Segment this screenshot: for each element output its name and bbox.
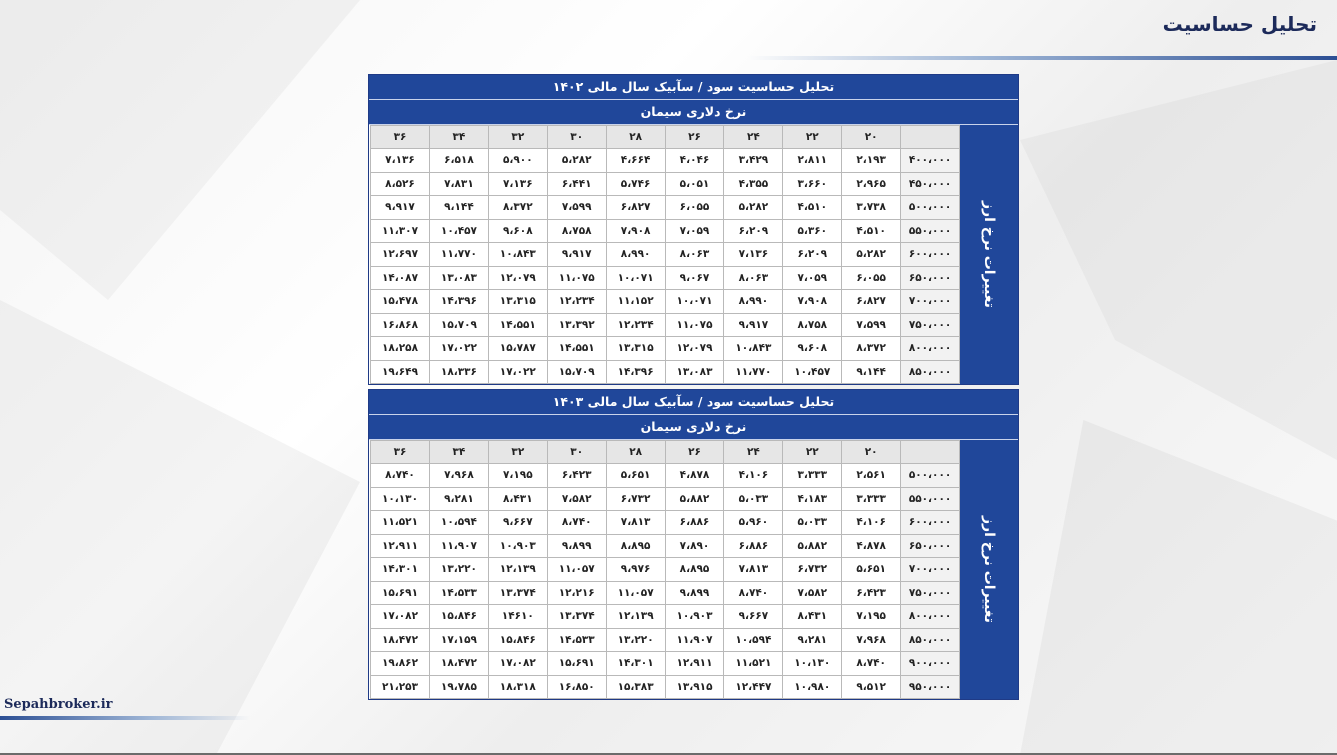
row-header: ۵۰۰،۰۰۰ (901, 464, 960, 488)
table-cell: ۱۱،۰۷۵ (547, 266, 606, 290)
row-header: ۶۵۰،۰۰۰ (901, 534, 960, 558)
table-cell: ۴،۵۱۰ (842, 219, 901, 243)
row-header: ۵۰۰،۰۰۰ (901, 196, 960, 220)
table-cell: ۶،۸۲۷ (606, 196, 665, 220)
table-cell: ۲،۱۹۳ (842, 149, 901, 173)
table-cell: ۱۴،۵۵۱ (488, 313, 547, 337)
table-cell: ۱۵،۸۴۶ (429, 605, 488, 629)
row-header: ۴۵۰،۰۰۰ (901, 172, 960, 196)
brand-link[interactable]: Sepahbroker.ir (4, 697, 113, 712)
table-cell: ۴،۱۰۶ (724, 464, 783, 488)
table-cell: ۱۱،۰۵۷ (606, 581, 665, 605)
table-cell: ۱۵،۴۷۸ (371, 290, 430, 314)
row-header: ۷۰۰،۰۰۰ (901, 290, 960, 314)
row-header: ۵۵۰،۰۰۰ (901, 219, 960, 243)
table-cell: ۶،۵۱۸ (429, 149, 488, 173)
table-cell: ۱۷،۰۲۲ (488, 360, 547, 384)
column-header-row (371, 126, 960, 149)
table-row (371, 581, 960, 605)
table-cell: ۱۳،۳۱۵ (606, 337, 665, 361)
table-row (371, 511, 960, 535)
background-facet (1020, 420, 1337, 755)
table-cell: ۱۵،۷۸۷ (488, 337, 547, 361)
table-cell: ۱۳،۳۷۴ (547, 605, 606, 629)
table-cell: ۸،۷۵۸ (547, 219, 606, 243)
table-cell: ۷،۱۳۶ (724, 243, 783, 267)
column-header: ۲۴ (724, 441, 783, 464)
table-cell: ۹،۲۸۱ (783, 628, 842, 652)
table-cell: ۵،۸۸۲ (783, 534, 842, 558)
table-cell: ۱۲،۱۳۹ (488, 558, 547, 582)
side-label: تغییرات نرخ ارز (960, 125, 1018, 384)
table-cell: ۱۷،۰۸۲ (371, 605, 430, 629)
table-cell: ۱۰،۹۰۳ (665, 605, 724, 629)
table-cell: ۵،۹۰۰ (488, 149, 547, 173)
table-cell: ۸،۳۷۲ (488, 196, 547, 220)
table-cell: ۱۴،۵۵۱ (547, 337, 606, 361)
row-header: ۹۵۰،۰۰۰ (901, 675, 960, 699)
table-cell: ۱۱،۱۵۲ (606, 290, 665, 314)
table-cell: ۱۶،۸۶۸ (371, 313, 430, 337)
table-cell: ۱۲،۰۷۹ (488, 266, 547, 290)
table-cell: ۷،۰۵۹ (665, 219, 724, 243)
table-cell: ۱۵،۳۸۳ (606, 675, 665, 699)
table-row (371, 337, 960, 361)
table-cell: ۱۰،۴۵۷ (429, 219, 488, 243)
table-cell: ۸،۷۴۰ (842, 652, 901, 676)
table-row (371, 243, 960, 267)
table-cell: ۱۱،۵۲۱ (724, 652, 783, 676)
table-cell: ۵،۰۳۳ (783, 511, 842, 535)
sensitivity-grid (370, 440, 960, 699)
sensitivity-table-1403 (368, 389, 1019, 700)
table-cell: ۸،۴۳۱ (488, 487, 547, 511)
table-cell: ۱۰،۱۳۰ (371, 487, 430, 511)
table-cell: ۵،۳۶۰ (783, 219, 842, 243)
corner-cell (901, 441, 960, 464)
table-cell: ۹،۱۴۴ (429, 196, 488, 220)
table-cell: ۷،۱۳۶ (371, 149, 430, 173)
table-cell: ۲،۵۶۱ (842, 464, 901, 488)
row-header: ۶۰۰،۰۰۰ (901, 511, 960, 535)
table-row (371, 487, 960, 511)
table-cell: ۱۲،۹۱۱ (665, 652, 724, 676)
table-cell: ۱۰،۱۳۰ (783, 652, 842, 676)
background-facet (1020, 60, 1337, 460)
table-cell: ۶،۴۲۳ (547, 464, 606, 488)
table-cell: ۱۰،۸۴۳ (488, 243, 547, 267)
table-subtitle: نرخ دلاری سیمان (369, 415, 1018, 440)
table-cell: ۲۱،۲۵۳ (371, 675, 430, 699)
table-row (371, 652, 960, 676)
table-cell: ۷،۵۹۹ (547, 196, 606, 220)
table-cell: ۱۰،۸۴۳ (724, 337, 783, 361)
table-cell: ۹،۶۰۸ (783, 337, 842, 361)
table-cell: ۸،۹۹۰ (606, 243, 665, 267)
row-header: ۶۵۰،۰۰۰ (901, 266, 960, 290)
table-cell: ۱۸،۴۷۲ (429, 652, 488, 676)
table-cell: ۹،۹۱۷ (724, 313, 783, 337)
column-header: ۳۲ (488, 126, 547, 149)
table-cell: ۶،۸۸۶ (665, 511, 724, 535)
table-cell: ۱۷،۰۲۲ (429, 337, 488, 361)
table-cell: ۸،۳۷۲ (842, 337, 901, 361)
table-cell: ۴،۱۰۶ (842, 511, 901, 535)
table-subtitle: نرخ دلاری سیمان (369, 100, 1018, 125)
table-cell: ۸،۴۳۱ (783, 605, 842, 629)
table-cell: ۹،۱۴۴ (842, 360, 901, 384)
table-cell: ۱۰،۴۵۷ (783, 360, 842, 384)
table-row (371, 266, 960, 290)
table-cell: ۵،۲۸۲ (547, 149, 606, 173)
table-cell: ۱۲،۲۳۴ (547, 290, 606, 314)
table-cell: ۶،۸۲۷ (842, 290, 901, 314)
table-cell: ۵،۲۸۲ (724, 196, 783, 220)
row-header: ۷۵۰،۰۰۰ (901, 313, 960, 337)
table-title: تحلیل حساسیت سود / سآبیک سال مالی ۱۴۰۲ (369, 75, 1018, 100)
table-cell: ۵،۲۸۲ (842, 243, 901, 267)
table-cell: ۵،۰۳۳ (724, 487, 783, 511)
title-underline (747, 56, 1337, 60)
table-cell: ۵،۸۸۲ (665, 487, 724, 511)
table-cell: ۱۹،۶۴۹ (371, 360, 430, 384)
table-cell: ۶،۷۳۲ (606, 487, 665, 511)
table-cell: ۸،۷۴۰ (371, 464, 430, 488)
table-cell: ۱۲،۱۳۹ (606, 605, 665, 629)
table-cell: ۳،۳۳۳ (783, 464, 842, 488)
table-cell: ۷،۵۹۹ (842, 313, 901, 337)
table-cell: ۱۵،۶۹۱ (547, 652, 606, 676)
table-cell: ۶،۷۳۲ (783, 558, 842, 582)
table-cell: ۷،۱۹۵ (488, 464, 547, 488)
table-cell: ۴،۸۷۸ (665, 464, 724, 488)
table-cell: ۴،۳۵۵ (724, 172, 783, 196)
table-cell: ۱۹،۷۸۵ (429, 675, 488, 699)
column-header: ۳۴ (429, 441, 488, 464)
table-row (371, 628, 960, 652)
row-header: ۸۵۰،۰۰۰ (901, 628, 960, 652)
table-cell: ۷،۸۹۰ (665, 534, 724, 558)
page-title: تحلیل حساسیت (1162, 12, 1317, 36)
column-header: ۳۰ (547, 126, 606, 149)
table-row (371, 675, 960, 699)
table-cell: ۸،۷۴۰ (724, 581, 783, 605)
table-cell: ۵،۹۶۰ (724, 511, 783, 535)
table-cell: ۴،۱۸۳ (783, 487, 842, 511)
table-cell: ۱۳،۰۸۳ (429, 266, 488, 290)
table-row (371, 172, 960, 196)
table-cell: ۷،۸۱۳ (724, 558, 783, 582)
table-cell: ۸،۷۴۰ (547, 511, 606, 535)
column-header: ۲۲ (783, 126, 842, 149)
table-cell: ۶،۲۰۹ (783, 243, 842, 267)
table-cell: ۷،۹۶۸ (429, 464, 488, 488)
column-header: ۳۶ (371, 441, 430, 464)
row-header: ۵۵۰،۰۰۰ (901, 487, 960, 511)
table-cell: ۷،۹۰۸ (783, 290, 842, 314)
row-header: ۹۰۰،۰۰۰ (901, 652, 960, 676)
sensitivity-grid (370, 125, 960, 384)
table-cell: ۴،۶۶۴ (606, 149, 665, 173)
table-cell: ۷،۰۵۹ (783, 266, 842, 290)
table-cell: ۹،۰۶۷ (665, 266, 724, 290)
table-cell: ۱۸،۴۷۲ (371, 628, 430, 652)
table-cell: ۶،۰۵۵ (842, 266, 901, 290)
row-header: ۶۰۰،۰۰۰ (901, 243, 960, 267)
column-header-row (371, 441, 960, 464)
table-row (371, 464, 960, 488)
table-cell: ۷،۹۶۸ (842, 628, 901, 652)
table-cell: ۷،۱۹۵ (842, 605, 901, 629)
table-cell: ۹،۶۰۸ (488, 219, 547, 243)
table-cell: ۷،۱۳۶ (488, 172, 547, 196)
table-cell: ۸،۸۹۵ (606, 534, 665, 558)
row-header: ۸۰۰،۰۰۰ (901, 605, 960, 629)
table-cell: ۹،۸۹۹ (665, 581, 724, 605)
table-cell: ۱۱،۳۰۷ (371, 219, 430, 243)
table-cell: ۳،۳۳۳ (842, 487, 901, 511)
table-cell: ۲،۸۱۱ (783, 149, 842, 173)
table-cell: ۱۵،۷۰۹ (429, 313, 488, 337)
row-header: ۷۵۰،۰۰۰ (901, 581, 960, 605)
table-cell: ۱۴،۵۳۳ (547, 628, 606, 652)
table-cell: ۱۲،۲۳۴ (606, 313, 665, 337)
table-cell: ۹،۹۱۷ (371, 196, 430, 220)
table-cell: ۳،۶۶۰ (783, 172, 842, 196)
table-cell: ۸،۵۲۶ (371, 172, 430, 196)
column-header: ۲۰ (842, 441, 901, 464)
column-header: ۳۲ (488, 441, 547, 464)
table-cell: ۱۰،۹۰۳ (488, 534, 547, 558)
table-cell: ۸،۰۶۳ (724, 266, 783, 290)
table-cell: ۶،۰۵۵ (665, 196, 724, 220)
table-row (371, 196, 960, 220)
table-cell: ۱۹،۸۶۲ (371, 652, 430, 676)
table-cell: ۱۰،۰۷۱ (606, 266, 665, 290)
table-cell: ۸،۹۹۰ (724, 290, 783, 314)
table-row (371, 360, 960, 384)
table-cell: ۸،۰۶۳ (665, 243, 724, 267)
table-cell: ۸،۷۵۸ (783, 313, 842, 337)
table-cell: ۶،۴۲۳ (842, 581, 901, 605)
table-cell: ۱۵،۸۴۶ (488, 628, 547, 652)
table-cell: ۱۱،۰۷۵ (665, 313, 724, 337)
table-cell: ۱۳،۰۸۳ (665, 360, 724, 384)
side-label: تغییرات نرخ ارز (960, 440, 1018, 699)
table-cell: ۱۴۶۱۰ (488, 605, 547, 629)
row-header: ۷۰۰،۰۰۰ (901, 558, 960, 582)
table-cell: ۷،۵۸۲ (547, 487, 606, 511)
table-cell: ۲،۹۶۵ (842, 172, 901, 196)
table-row (371, 313, 960, 337)
table-cell: ۱۸،۲۵۸ (371, 337, 430, 361)
table-cell: ۱۲،۲۱۶ (547, 581, 606, 605)
table-cell: ۱۳،۹۱۵ (665, 675, 724, 699)
table-cell: ۵،۶۵۱ (842, 558, 901, 582)
background-facet (0, 0, 360, 300)
table-cell: ۹،۸۹۹ (547, 534, 606, 558)
table-cell: ۱۸،۳۱۸ (488, 675, 547, 699)
table-cell: ۱۴،۵۳۳ (429, 581, 488, 605)
table-cell: ۱۵،۷۰۹ (547, 360, 606, 384)
table-cell: ۱۴،۳۹۶ (429, 290, 488, 314)
table-cell: ۱۰،۹۸۰ (783, 675, 842, 699)
table-title: تحلیل حساسیت سود / سآبیک سال مالی ۱۴۰۳ (369, 390, 1018, 415)
table-cell: ۹،۲۸۱ (429, 487, 488, 511)
row-header: ۸۵۰،۰۰۰ (901, 360, 960, 384)
column-header: ۲۶ (665, 441, 724, 464)
table-cell: ۱۷،۱۵۹ (429, 628, 488, 652)
table-cell: ۱۴،۳۰۱ (606, 652, 665, 676)
table-cell: ۱۲،۹۱۱ (371, 534, 430, 558)
table-cell: ۱۶،۸۵۰ (547, 675, 606, 699)
table-cell: ۷،۵۸۲ (783, 581, 842, 605)
table-cell: ۱۲،۰۷۹ (665, 337, 724, 361)
table-cell: ۱۳،۳۱۵ (488, 290, 547, 314)
table-cell: ۴،۸۷۸ (842, 534, 901, 558)
table-cell: ۹،۹۱۷ (547, 243, 606, 267)
table-cell: ۷،۹۰۸ (606, 219, 665, 243)
table-cell: ۱۱،۹۰۷ (665, 628, 724, 652)
table-cell: ۱۱،۰۵۷ (547, 558, 606, 582)
table-cell: ۱۰،۵۹۴ (724, 628, 783, 652)
column-header: ۲۸ (606, 126, 665, 149)
table-cell: ۷،۸۱۳ (606, 511, 665, 535)
table-cell: ۴،۵۱۰ (783, 196, 842, 220)
table-cell: ۴،۰۴۶ (665, 149, 724, 173)
table-cell: ۱۰،۵۹۴ (429, 511, 488, 535)
column-header: ۲۰ (842, 126, 901, 149)
table-cell: ۶،۲۰۹ (724, 219, 783, 243)
table-cell: ۱۱،۷۷۰ (724, 360, 783, 384)
table-cell: ۱۴،۳۹۶ (606, 360, 665, 384)
table-cell: ۹،۶۶۷ (488, 511, 547, 535)
table-cell: ۱۳،۲۲۰ (606, 628, 665, 652)
table-cell: ۶،۴۴۱ (547, 172, 606, 196)
column-header: ۳۴ (429, 126, 488, 149)
table-cell: ۱۰،۰۷۱ (665, 290, 724, 314)
table-cell: ۷،۸۳۱ (429, 172, 488, 196)
table-cell: ۵،۷۴۶ (606, 172, 665, 196)
table-cell: ۱۱،۹۰۷ (429, 534, 488, 558)
corner-cell (901, 126, 960, 149)
table-cell: ۱۷،۰۸۲ (488, 652, 547, 676)
table-cell: ۱۳،۲۲۰ (429, 558, 488, 582)
table-cell: ۱۲،۶۹۷ (371, 243, 430, 267)
table-cell: ۱۵،۶۹۱ (371, 581, 430, 605)
table-cell: ۱۱،۵۲۱ (371, 511, 430, 535)
sensitivity-table-1402 (368, 74, 1019, 385)
table-row (371, 219, 960, 243)
column-header: ۲۴ (724, 126, 783, 149)
background-facet (0, 300, 360, 755)
table-cell: ۵،۶۵۱ (606, 464, 665, 488)
table-cell: ۱۸،۳۳۶ (429, 360, 488, 384)
table-row (371, 605, 960, 629)
table-cell: ۱۳،۳۷۴ (488, 581, 547, 605)
table-cell: ۹،۶۶۷ (724, 605, 783, 629)
column-header: ۳۰ (547, 441, 606, 464)
table-cell: ۳،۷۳۸ (842, 196, 901, 220)
table-cell: ۳،۴۲۹ (724, 149, 783, 173)
table-cell: ۱۲،۴۴۷ (724, 675, 783, 699)
table-row (371, 290, 960, 314)
table-cell: ۱۴،۰۸۷ (371, 266, 430, 290)
table-cell: ۶،۸۸۶ (724, 534, 783, 558)
column-header: ۲۲ (783, 441, 842, 464)
row-header: ۴۰۰،۰۰۰ (901, 149, 960, 173)
table-cell: ۱۱،۷۷۰ (429, 243, 488, 267)
table-row (371, 558, 960, 582)
table-cell: ۱۳،۳۹۲ (547, 313, 606, 337)
table-cell: ۹،۵۱۲ (842, 675, 901, 699)
table-cell: ۹،۹۷۶ (606, 558, 665, 582)
row-header: ۸۰۰،۰۰۰ (901, 337, 960, 361)
column-header: ۳۶ (371, 126, 430, 149)
table-row (371, 534, 960, 558)
table-row (371, 149, 960, 173)
column-header: ۲۸ (606, 441, 665, 464)
footer-underline (0, 716, 250, 720)
column-header: ۲۶ (665, 126, 724, 149)
table-cell: ۵،۰۵۱ (665, 172, 724, 196)
table-cell: ۱۴،۳۰۱ (371, 558, 430, 582)
table-cell: ۸،۸۹۵ (665, 558, 724, 582)
